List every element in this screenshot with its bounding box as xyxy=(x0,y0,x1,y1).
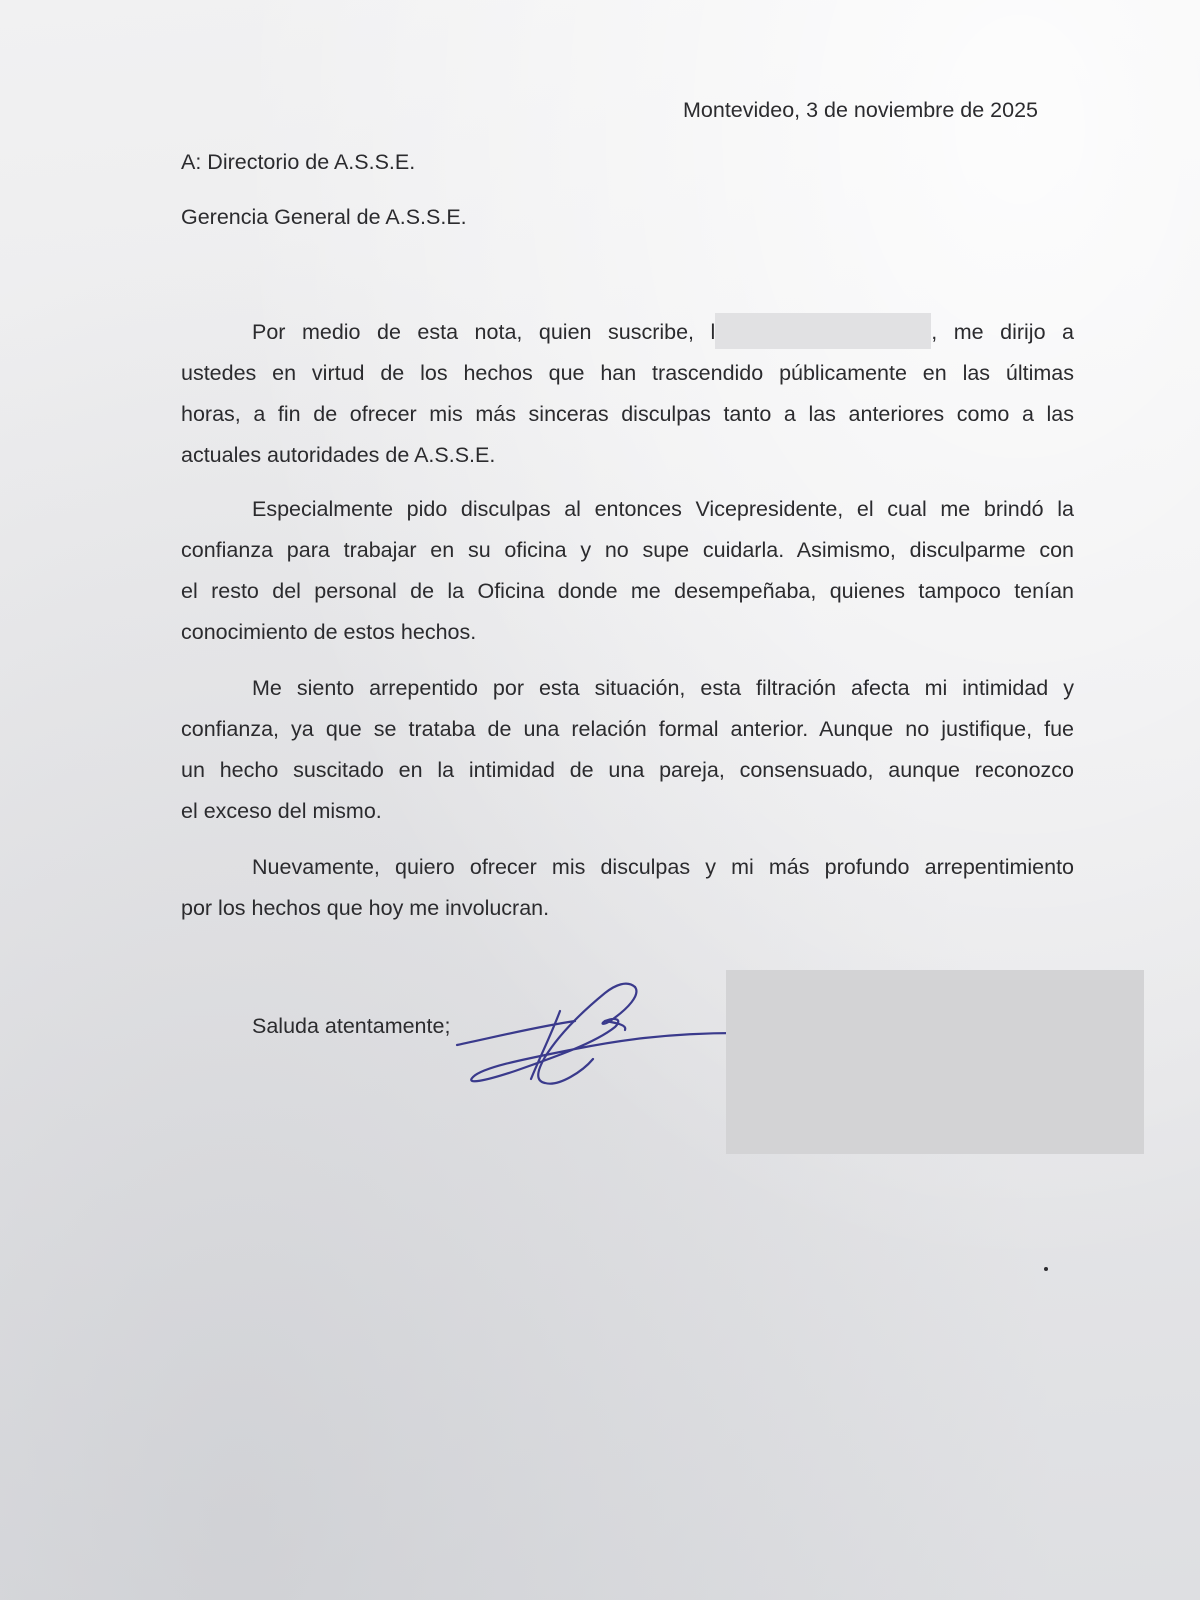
paragraph-3-line-4: el exceso del mismo. xyxy=(181,799,382,823)
paragraph-1-line-2: ustedes en virtud de los hechos que han trascendido públicamente en las últimas xyxy=(181,361,1074,385)
letter-date: Montevideo, 3 de noviembre de 2025 xyxy=(683,98,1038,122)
paragraph-2-line-4: conocimiento de estos hechos. xyxy=(181,620,477,644)
handwritten-signature xyxy=(455,975,740,1105)
paragraph-2-line-1: Especialmente pido disculpas al entonces Vicepresidente, el cual me brindó la xyxy=(252,497,1074,521)
paragraph-2 xyxy=(181,489,1074,653)
paragraph-4-line-1: Nuevamente, quiero ofrecer mis disculpas y mi más profundo arrepentimiento xyxy=(252,855,1074,879)
paragraph-1-line-1-end: , me dirijo a xyxy=(931,320,1074,344)
paragraph-3-line-1: Me siento arrepentido por esta situación, esta filtración afecta mi intimidad y xyxy=(252,676,1074,700)
paragraph-1-line-1-start: Por medio de esta nota, quien suscribe, l xyxy=(252,320,716,344)
closing-salutation: Saluda atentamente; xyxy=(252,1014,451,1038)
paragraph-3-line-2: confianza, ya que se trataba de una relación formal anterior. Aunque no justifique, fue xyxy=(181,717,1074,741)
paragraph-4 xyxy=(181,847,1074,929)
paragraph-3 xyxy=(181,668,1074,832)
recipient-line-2: Gerencia General de A.S.S.E. xyxy=(181,205,467,229)
paragraph-1-line-1 xyxy=(181,312,1074,353)
paragraph-1-line-3: horas, a fin de ofrecer mis más sinceras disculpas tanto a las anteriores como a las xyxy=(181,402,1074,426)
paragraph-1 xyxy=(181,312,1074,476)
paragraph-3-line-3: un hecho suscitado en la intimidad de una pareja, consensuado, aunque reconozco xyxy=(181,758,1074,782)
ink-dot xyxy=(1044,1267,1048,1271)
paragraph-2-line-3: el resto del personal de la Oficina donde me desempeñaba, quienes tampoco tenían xyxy=(181,579,1074,603)
paragraph-1-line-4: actuales autoridades de A.S.S.E. xyxy=(181,443,496,467)
redacted-signature-block xyxy=(726,970,1144,1154)
redacted-name xyxy=(715,313,931,349)
paragraph-2-line-2: confianza para trabajar en su oficina y no supe cuidarla. Asimismo, disculparme con xyxy=(181,538,1074,562)
recipient-line-1: A: Directorio de A.S.S.E. xyxy=(181,150,416,174)
paragraph-4-line-2: por los hechos que hoy me involucran. xyxy=(181,896,550,920)
